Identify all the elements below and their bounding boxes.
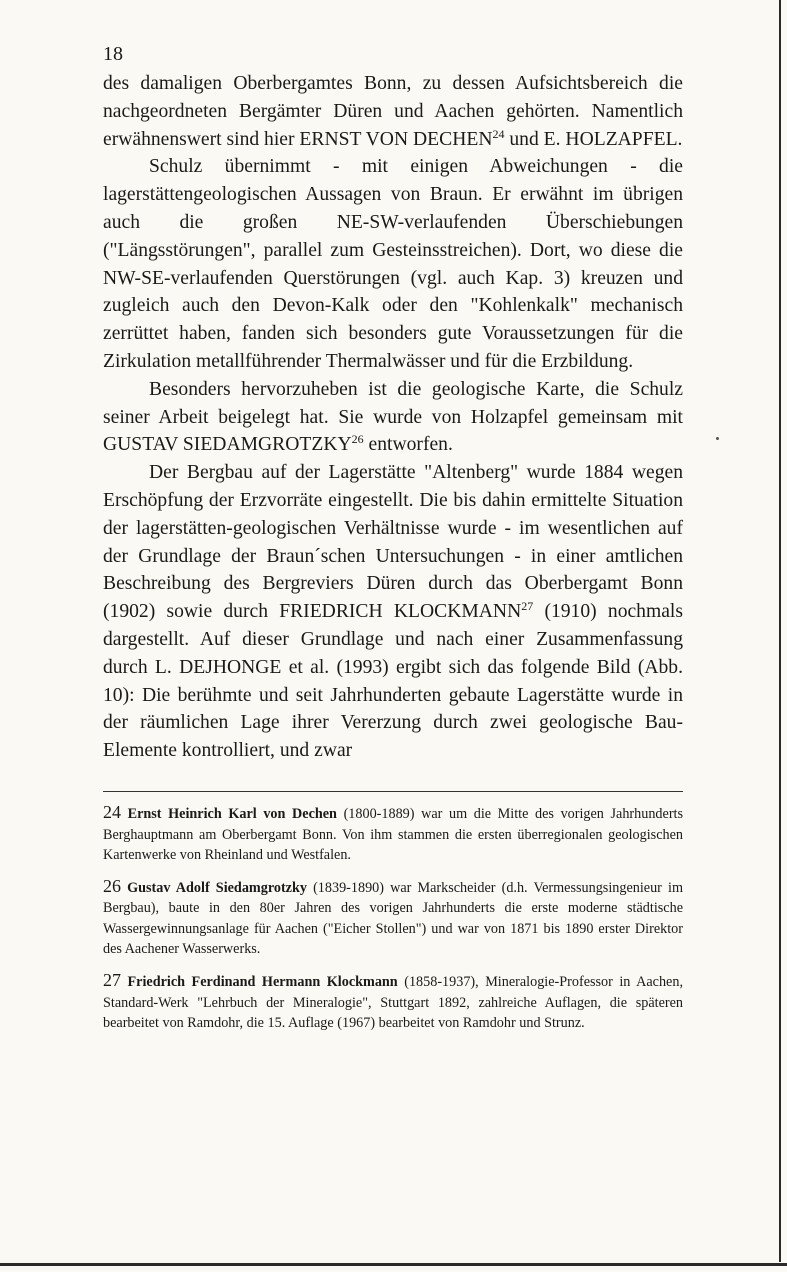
- page-edge: [779, 0, 781, 1262]
- footnote-24: [103, 802, 683, 866]
- footnotes: [103, 802, 683, 1034]
- text-run: Besonders hervorzuheben ist die geologische Karte, die Schulz seiner Arbeit beigelegt hat. Sie wurde von Holzapfel gemeinsam mit GUSTAV SIEDAMGROTZKY: [103, 378, 683, 456]
- footnote-number: 27: [103, 970, 121, 991]
- text-run: Schulz übernimmt - mit einigen Abweichungen - die lagerstättengeologischen Aussagen von Braun. Er erwähnt im übrigen auch die großen NE-SW-verlaufenden Überschiebungen ("Längsstörungen", parallel zum Gesteinsstreichen). Dort, wo diese die NW-SE-verlaufenden Querstörungen (vgl. auch Kap. 3) kreuzen und zugleich auch den Devon-Kalk oder den "Kohlenkalk" mechanisch zerrüttet haben, fanden sich besonders gute Voraussetzungen für die Zirkulation metallführender Thermalwässer und für die Erzbildung.: [103, 156, 683, 372]
- text-run: (1910) nochmals dargestellt. Auf dieser Grundlage und nach einer Zusammenfassung durch L. DEJHONGE et al. (1993) ergibt sich das folgende Bild (Abb. 10): Die berühmte und seit Jahrhunderten gebaute Lagerstätte wurde in der räumlichen Lage ihrer Vererzung durch zwei geologische Bau-Elemente kontrolliert, und zwar: [103, 601, 683, 762]
- document-page: [103, 40, 683, 1044]
- footnote-number: 26: [103, 875, 121, 896]
- text-run: und E. HOLZAPFEL.: [504, 128, 683, 150]
- text-run: Der Bergbau auf der Lagerstätte "Altenberg" wurde 1884 wegen Erschöpfung der Erzvorräte eingestellt. Die bis dahin ermittelte Situation der lagerstätten-geologischen Verhältnisse wurde - im wesentlichen auf der Grundlage der Braun´schen Untersuchungen - in einer amtlichen Beschreibung des Bergreviers Düren durch das Oberbergamt Bonn (1902) sowie durch FRIEDRICH KLOCKMANN: [103, 462, 683, 623]
- footnote-27: [103, 970, 683, 1034]
- page-bottom-edge: [0, 1263, 787, 1266]
- paragraph-3: [103, 376, 683, 459]
- footnote-ref-24: 24: [492, 126, 505, 141]
- footnote-person-name: Friedrich Ferdinand Hermann Klockmann: [127, 974, 398, 991]
- page-number: 18: [103, 43, 123, 65]
- text-run: entworfen.: [363, 434, 453, 456]
- footnote-separator: [103, 791, 683, 792]
- footnote-text: (1839-1890) war Markscheider (d.h. Vermessungsingenieur im Bergbau), baute in den 80er Jahren des vorigen Jahrhunderts die erste moderne städtische Wassergewinnungsanlage für Aachen ("Eicher Stollen") und war von 1871 bis 1890 erster Direktor des Aachener Wasserwerks.: [103, 879, 683, 958]
- speck: [716, 437, 719, 440]
- footnote-text: (1800-1889) war um die Mitte des vorigen Jahrhunderts Berghauptmann am Oberbergamt Bonn. Von ihm stammen die ersten überregionalen geologischen Kartenwerke von Rheinland und Westfalen.: [103, 805, 684, 864]
- paragraph-2: [103, 153, 683, 375]
- footnote-number: 24: [103, 801, 121, 822]
- footnote-text: (1858-1937), Mineralogie-Professor in Aachen, Standard-Werk "Lehrbuch der Mineralogie", Stuttgart 1892, zahlreiche Auflagen, die späteren bearbeitet von Ramdohr, die 15. Auflage (1967) bearbeitet von Ramdohr und Strunz.: [103, 974, 683, 1032]
- paragraph-1: [103, 70, 683, 153]
- footnote-person-name: Ernst Heinrich Karl von Dechen: [127, 805, 337, 822]
- footnote-ref-27: 27: [521, 599, 534, 614]
- paragraph-4: [103, 459, 683, 765]
- footnote-26: [103, 876, 683, 960]
- body-text: [103, 70, 683, 765]
- text-run: des damaligen Oberbergamtes Bonn, zu dessen Aufsichtsbereich die nachgeordneten Bergämter Düren und Aachen gehörten. Namentlich erwähnenswert sind hier ERNST VON DECHEN: [103, 73, 683, 150]
- footnote-ref-26: 26: [351, 432, 364, 447]
- footnote-person-name: Gustav Adolf Siedamgrotzky: [127, 879, 307, 896]
